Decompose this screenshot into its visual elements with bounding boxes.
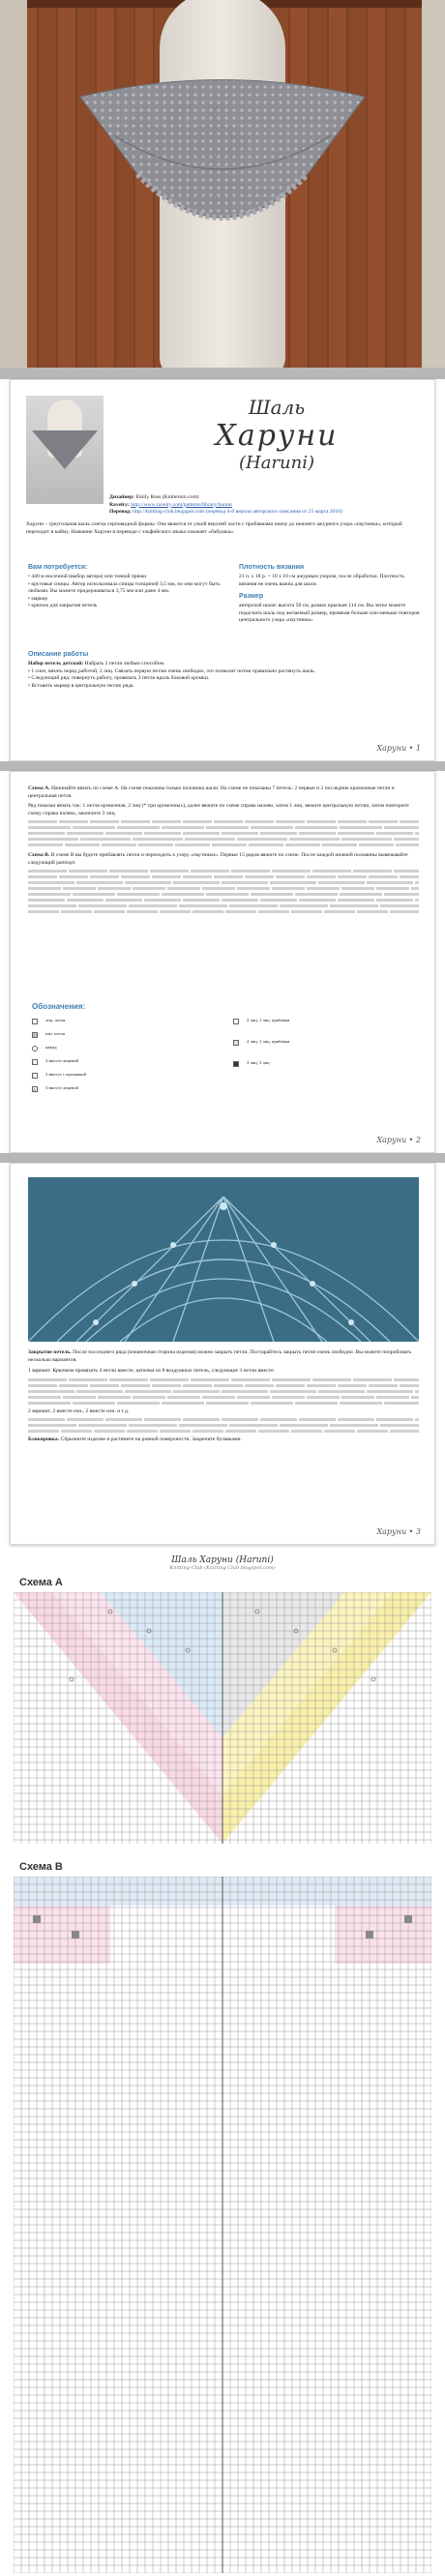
knitting-charts bbox=[10, 1550, 435, 2576]
step-item: • Вставить маркер в центральную петлю ряда. bbox=[28, 682, 134, 689]
text-line-filler bbox=[28, 881, 419, 884]
text-line-filler bbox=[28, 1424, 419, 1427]
size-heading: Размер bbox=[239, 593, 264, 601]
legend-label: 2 лиц, 1 лиц. прибавки bbox=[247, 1018, 290, 1022]
scheme-a-more: Ряд показан вязать так: 1 петля кромочная, 2 лиц (* три кромочных), далее вяжите по схеме справа налево, затем 1 лиц. вяжите центральную петлю, затем повторите схему справа налево, закончите 3 лиц. bbox=[28, 803, 409, 816]
materials-heading: Вам потребуется: bbox=[28, 564, 88, 571]
page-footer: Харуни • 2 bbox=[376, 1136, 421, 1144]
title-haruni: Харуни bbox=[215, 419, 339, 453]
scheme-a-title: Схема А. bbox=[28, 785, 50, 791]
legend-swatch: / bbox=[32, 1059, 38, 1065]
text-line-filler bbox=[28, 893, 419, 896]
legend-swatch bbox=[233, 1040, 239, 1046]
legend-left bbox=[32, 1018, 225, 1099]
scheme-a-chart bbox=[14, 1592, 431, 1844]
legend-label: лиц. петля bbox=[45, 1018, 66, 1022]
page1-shawl-thumbnail bbox=[26, 396, 104, 504]
text-line-filler bbox=[28, 1430, 419, 1433]
description-heading: Описание работы bbox=[28, 651, 89, 658]
gauge-text: 21 п. x 18 р. = 10 x 10 см ажурным узором, после обработки. Плотность вязания не очень важна для шали. bbox=[239, 574, 404, 587]
scheme-a-text: Начинайте вязать по схеме А. На схеме показаны только половина шали. На схеме не показаны 7 петель: 2 первые и 2 последние кромочные петли и центральная петля. bbox=[28, 785, 395, 799]
legend-swatch bbox=[32, 1046, 38, 1051]
intro-paragraph: Харуни – треугольная шаль слегка серповидной формы. Она вяжется от узкой верхней части с прибавками книзу до нижнего ажурного узора «паутинка», который переходит в кайму. Название Харуни в переводе с эльфийского языка означает «бабушка». bbox=[26, 521, 402, 535]
text-line-filler bbox=[28, 870, 419, 873]
closing-variant-1: 1 вариант. Крючком провязать 4 петли вместе, цепочка из 8 воздушных петель, следующие 3 петли вместе. bbox=[28, 1368, 276, 1375]
closing-heading: Закрытие петель. bbox=[28, 1349, 72, 1355]
text-line-filler bbox=[28, 910, 419, 913]
text-line-filler bbox=[28, 844, 419, 846]
blocking-text: Сбрызните изделие и растяните на ровной поверхности. Закрепите булавками. bbox=[60, 1436, 242, 1443]
size-text: авторской шали: высота 58 см, размах крыльев 114 см. Вы легко можете подогнать шаль под желаемый размер, провязав больше или меньше повторов центрального узора «паутинки». bbox=[239, 603, 420, 624]
page-separator bbox=[0, 1153, 445, 1163]
pattern-page-2 bbox=[10, 771, 435, 1153]
translation-label: Перевод: bbox=[109, 509, 132, 516]
page-footer: Харуни • 3 bbox=[376, 1527, 421, 1536]
legend-label: 2 лиц, 1 лиц. прибавки bbox=[247, 1039, 290, 1044]
ravelry-label: Ravelry: bbox=[109, 501, 130, 508]
materials-item: • 440 м носочной (выбор автора) или тонкой пряжи bbox=[28, 574, 147, 579]
closing-variant-2: 2 вариант. 2 вместе изн., 2 вместе изн. и т.д. bbox=[28, 1407, 130, 1414]
legend-swatch bbox=[32, 1032, 38, 1038]
pattern-page-1 bbox=[10, 379, 435, 761]
scheme-a-label: Схема А bbox=[19, 1577, 63, 1588]
cast-on-heading: Набор петель детской: bbox=[28, 661, 84, 666]
scheme-b-label: Схема В bbox=[19, 1861, 63, 1873]
scheme-b-text: В схеме В вы будете прибавлять петли и переходить к узору «паутинки». Первые 15 рядов вяжите по схеме. После каждой нижней половины вывязывайте следующий раппорт. bbox=[28, 852, 408, 866]
lace-closeup-photo bbox=[28, 1177, 419, 1342]
text-line-filler bbox=[28, 875, 419, 878]
legend-heading: Обозначения: bbox=[32, 1002, 86, 1011]
text-line-filler bbox=[28, 887, 419, 890]
text-line-filler bbox=[28, 1378, 419, 1381]
materials-item: • крючок для закрытия петель bbox=[28, 603, 98, 609]
translation-link[interactable]: http://knitting-club.blogspot.com (перевод 4-й версии авторского описания от 25 марта 2010) bbox=[133, 509, 342, 516]
text-line-filler bbox=[28, 904, 419, 907]
designer-label: Дизайнер: bbox=[109, 494, 135, 500]
charts-header-title: Шаль Харуни (Haruni) bbox=[171, 1555, 274, 1565]
gauge-heading: Плотность вязания bbox=[239, 564, 305, 571]
scheme-b-title: Схема В. bbox=[28, 852, 50, 859]
pattern-page-3 bbox=[10, 1163, 435, 1545]
closing-text: После последнего ряда (изнаночная сторона изделия) можно закрыть петли. Постарайтесь закрыть петли очень свободно. Вы можете попробовать несколько вариантов. bbox=[28, 1349, 412, 1363]
text-line-filler bbox=[28, 1396, 419, 1399]
legend-right bbox=[233, 1018, 417, 1081]
text-line-filler bbox=[28, 899, 419, 902]
wall-right bbox=[422, 0, 445, 368]
legend-swatch: \ bbox=[32, 1073, 38, 1079]
page-separator bbox=[0, 761, 445, 771]
wall-left bbox=[0, 0, 27, 368]
page-separator bbox=[0, 368, 445, 379]
materials-item: • маркер bbox=[28, 595, 47, 602]
legend-label: 2 вместе с протяжкой bbox=[45, 1072, 86, 1077]
legend-label: 2 вместе лицевой bbox=[45, 1058, 78, 1063]
legend-label: 3 вместе лицевой bbox=[45, 1085, 78, 1090]
blocking-title: Блокировка. bbox=[28, 1436, 60, 1443]
text-line-filler bbox=[28, 832, 419, 835]
legend-label: 3 лиц, 3 лиц bbox=[247, 1060, 270, 1065]
legend-swatch bbox=[32, 1019, 38, 1024]
title-shawl: Шаль bbox=[248, 396, 306, 419]
legend-swatch bbox=[233, 1019, 239, 1024]
ravelry-link[interactable]: http://www.ravelry.com/patterns/library/haruni bbox=[131, 501, 232, 508]
legend-swatch bbox=[233, 1061, 239, 1067]
step-item: • 1 сниз, вязать перед работой, 2 лиц. Связать первую петлю очень свободно, это позволит потом правильно растянуть шаль. bbox=[28, 667, 315, 674]
materials-item: • круговые спицы. Автор использовала спицы толщиной 3,5 мм, но они могут быть любыми. Вы можете придерживаться 3,75 мм или даже 4 мм. bbox=[28, 580, 221, 595]
text-line-filler bbox=[28, 826, 419, 829]
legend-label: накид bbox=[45, 1045, 57, 1050]
cast-on-text: Набрать 2 петли любым способом. bbox=[84, 661, 165, 666]
text-line-filler bbox=[28, 1402, 419, 1405]
shawl-photo bbox=[0, 0, 445, 368]
text-line-filler bbox=[28, 820, 419, 823]
text-line-filler bbox=[28, 838, 419, 841]
title-haruni-latin: (Haruni) bbox=[238, 453, 315, 473]
scheme-b-chart bbox=[14, 1877, 431, 2573]
step-item: • Следующий ряд: повернуть работу, провязать 3 петли вдоль боковой кромки. bbox=[28, 675, 210, 682]
text-line-filler bbox=[28, 1418, 419, 1421]
page-footer: Харуни • 1 bbox=[376, 744, 421, 753]
shawl-image bbox=[75, 68, 370, 261]
text-line-filler bbox=[28, 1390, 419, 1393]
legend-label: изн. петля bbox=[45, 1031, 65, 1036]
charts-header-subtitle: Knitting-Club (Knitting Club blogspot.com) bbox=[169, 1565, 276, 1571]
legend-swatch: Λ bbox=[33, 1087, 37, 1092]
text-line-filler bbox=[28, 1384, 419, 1387]
designer-value: Emily Ross (Knitternin.com) bbox=[135, 494, 199, 500]
